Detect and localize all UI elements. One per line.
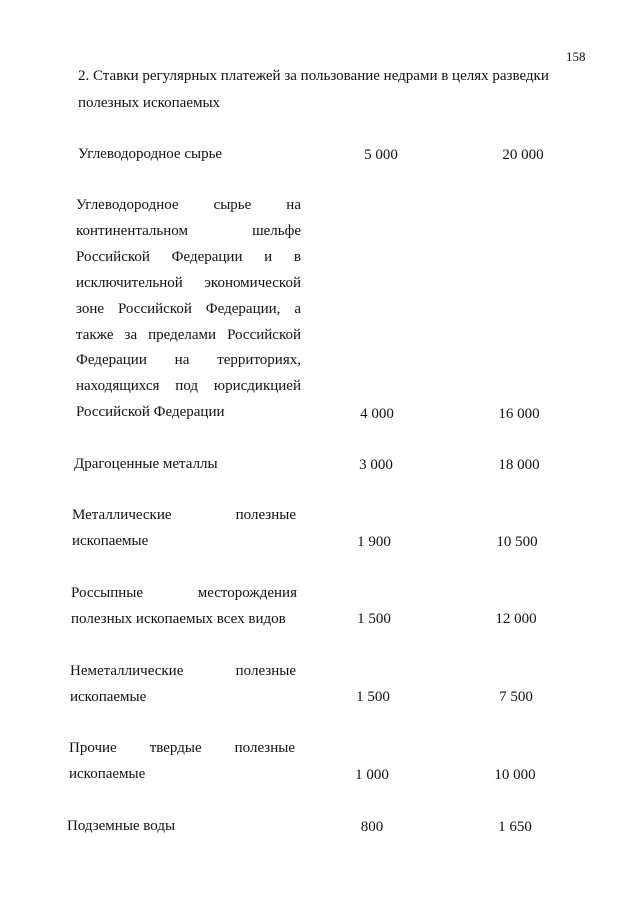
mineral-name: Углеводородное сырье на континентальном шельфе Российской Федерации и в исключительной экономической зоне Российской Федерации, а также за пределами Российской Федерации на территориях, находящихся под юрисдикцией Российской Федерации <box>76 197 301 421</box>
mineral-name: Драгоценные металлы <box>74 456 218 472</box>
section-heading-line-1: 2. Ставки регулярных платежей за пользование недрами в целях разведки <box>78 68 549 84</box>
rate-value-2: 20 000 <box>502 147 544 163</box>
page-number: 158 <box>566 49 586 64</box>
rate-value-1: 1 000 <box>355 767 389 783</box>
rate-value-1: 1 900 <box>357 534 391 550</box>
rate-value-1: 3 000 <box>359 457 393 473</box>
mineral-name: Неметаллические полезные ископаемые <box>70 663 296 705</box>
rate-value-2: 18 000 <box>498 457 540 473</box>
rate-value-2: 12 000 <box>495 611 537 627</box>
rate-value-1: 1 500 <box>357 611 391 627</box>
rate-value-2: 10 000 <box>494 767 536 783</box>
mineral-name: Металлические полезные ископаемые <box>72 507 296 549</box>
rate-value-1: 1 500 <box>356 689 390 705</box>
rate-value-2: 1 650 <box>498 819 532 835</box>
rate-value-2: 10 500 <box>496 534 538 550</box>
rate-value-2: 7 500 <box>499 689 533 705</box>
mineral-name: Россыпные месторождения полезных ископаемых всех видов <box>71 585 297 627</box>
mineral-name: Прочие твердые полезные ископаемые <box>69 740 295 782</box>
section-heading-line-2: полезных ископаемых <box>78 95 221 111</box>
section-heading <box>78 63 578 117</box>
rate-value-1: 5 000 <box>364 147 398 163</box>
rate-value-1: 4 000 <box>360 406 394 422</box>
mineral-name: Углеводородное сырье <box>78 146 223 162</box>
mineral-name: Подземные воды <box>67 818 176 834</box>
rate-value-1: 800 <box>360 819 384 835</box>
rate-value-2: 16 000 <box>498 406 540 422</box>
